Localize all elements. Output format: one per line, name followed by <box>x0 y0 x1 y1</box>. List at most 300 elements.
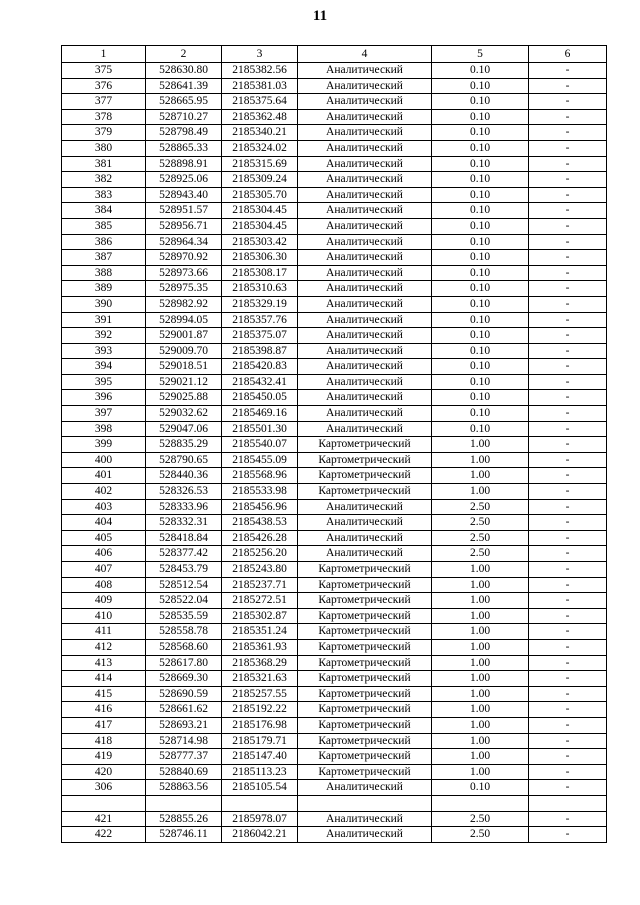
method-cell: Аналитический <box>298 312 432 328</box>
accuracy-cell: 0.10 <box>432 172 529 188</box>
method-cell: Картометрический <box>298 593 432 609</box>
y-coordinate-cell: 2185256.20 <box>222 546 298 562</box>
method-cell: Аналитический <box>298 94 432 110</box>
table-row <box>62 499 607 515</box>
table-row <box>62 172 607 188</box>
point-number-cell: 402 <box>62 484 146 500</box>
note-cell: - <box>529 702 607 718</box>
method-cell: Аналитический <box>298 172 432 188</box>
accuracy-cell <box>432 795 529 811</box>
point-number-cell: 422 <box>62 827 146 843</box>
note-cell <box>529 795 607 811</box>
table-row <box>62 452 607 468</box>
method-cell: Аналитический <box>298 328 432 344</box>
method-cell: Картометрический <box>298 484 432 500</box>
x-coordinate-cell: 528418.84 <box>146 530 222 546</box>
y-coordinate-cell: 2185357.76 <box>222 312 298 328</box>
accuracy-cell: 0.10 <box>432 234 529 250</box>
accuracy-cell: 0.10 <box>432 421 529 437</box>
point-number-cell: 378 <box>62 109 146 125</box>
note-cell: - <box>529 764 607 780</box>
note-cell: - <box>529 577 607 593</box>
point-number-cell: 397 <box>62 406 146 422</box>
y-coordinate-cell: 2185398.87 <box>222 343 298 359</box>
y-coordinate-cell: 2185176.98 <box>222 717 298 733</box>
note-cell: - <box>529 468 607 484</box>
y-coordinate-cell: 2185501.30 <box>222 421 298 437</box>
point-number-cell: 398 <box>62 421 146 437</box>
x-coordinate-cell: 528453.79 <box>146 562 222 578</box>
note-cell: - <box>529 281 607 297</box>
table-row <box>62 250 607 266</box>
y-coordinate-cell: 2185375.64 <box>222 94 298 110</box>
accuracy-cell: 1.00 <box>432 717 529 733</box>
y-coordinate-cell: 2185329.19 <box>222 296 298 312</box>
y-coordinate-cell: 2185302.87 <box>222 608 298 624</box>
table-row <box>62 312 607 328</box>
method-cell: Аналитический <box>298 374 432 390</box>
accuracy-cell: 1.00 <box>432 655 529 671</box>
method-cell: Аналитический <box>298 234 432 250</box>
accuracy-cell: 1.00 <box>432 562 529 578</box>
accuracy-cell: 1.00 <box>432 437 529 453</box>
accuracy-cell: 1.00 <box>432 484 529 500</box>
y-coordinate-cell: 2185456.96 <box>222 499 298 515</box>
y-coordinate-cell: 2185426.28 <box>222 530 298 546</box>
accuracy-cell: 0.10 <box>432 281 529 297</box>
method-cell: Аналитический <box>298 390 432 406</box>
table-row <box>62 733 607 749</box>
x-coordinate-cell: 529021.12 <box>146 374 222 390</box>
note-cell: - <box>529 172 607 188</box>
accuracy-cell: 1.00 <box>432 749 529 765</box>
accuracy-cell: 1.00 <box>432 577 529 593</box>
note-cell: - <box>529 187 607 203</box>
method-cell: Аналитический <box>298 499 432 515</box>
method-cell: Аналитический <box>298 63 432 79</box>
point-number-cell: 395 <box>62 374 146 390</box>
point-number-cell: 394 <box>62 359 146 375</box>
y-coordinate-cell: 2185438.53 <box>222 515 298 531</box>
x-coordinate-cell: 528440.36 <box>146 468 222 484</box>
method-cell: Аналитический <box>298 125 432 141</box>
x-coordinate-cell: 528377.42 <box>146 546 222 562</box>
note-cell: - <box>529 639 607 655</box>
table-row <box>62 140 607 156</box>
table-row <box>62 749 607 765</box>
accuracy-cell: 2.50 <box>432 811 529 827</box>
header-cell-3: 3 <box>222 46 298 63</box>
table-row <box>62 187 607 203</box>
y-coordinate-cell: 2185450.05 <box>222 390 298 406</box>
coordinates-table <box>61 45 607 843</box>
y-coordinate-cell: 2185324.02 <box>222 140 298 156</box>
table-row <box>62 156 607 172</box>
x-coordinate-cell: 528630.80 <box>146 63 222 79</box>
table-row <box>62 671 607 687</box>
note-cell: - <box>529 686 607 702</box>
note-cell: - <box>529 250 607 266</box>
point-number-cell: 410 <box>62 608 146 624</box>
y-coordinate-cell: 2185309.24 <box>222 172 298 188</box>
point-number-cell: 405 <box>62 530 146 546</box>
x-coordinate-cell: 528865.33 <box>146 140 222 156</box>
y-coordinate-cell: 2185368.29 <box>222 655 298 671</box>
method-cell: Картометрический <box>298 671 432 687</box>
point-number-cell: 377 <box>62 94 146 110</box>
table-row <box>62 468 607 484</box>
x-coordinate-cell: 528956.71 <box>146 218 222 234</box>
x-coordinate-cell: 528326.53 <box>146 484 222 500</box>
x-coordinate-cell: 528641.39 <box>146 78 222 94</box>
y-coordinate-cell: 2185257.55 <box>222 686 298 702</box>
x-coordinate-cell: 529025.88 <box>146 390 222 406</box>
note-cell: - <box>529 452 607 468</box>
y-coordinate-cell: 2185272.51 <box>222 593 298 609</box>
point-number-cell: 389 <box>62 281 146 297</box>
table-row <box>62 764 607 780</box>
accuracy-cell: 1.00 <box>432 639 529 655</box>
point-number-cell: 387 <box>62 250 146 266</box>
x-coordinate-cell: 528943.40 <box>146 187 222 203</box>
point-number-cell: 414 <box>62 671 146 687</box>
x-coordinate-cell: 528973.66 <box>146 265 222 281</box>
table-row <box>62 374 607 390</box>
x-coordinate-cell: 528855.26 <box>146 811 222 827</box>
note-cell: - <box>529 608 607 624</box>
x-coordinate-cell: 528777.37 <box>146 749 222 765</box>
point-number-cell: 393 <box>62 343 146 359</box>
accuracy-cell: 0.10 <box>432 187 529 203</box>
accuracy-cell: 0.10 <box>432 296 529 312</box>
table-row <box>62 608 607 624</box>
point-number-cell: 381 <box>62 156 146 172</box>
point-number-cell: 403 <box>62 499 146 515</box>
y-coordinate-cell: 2185568.96 <box>222 468 298 484</box>
method-cell <box>298 795 432 811</box>
table-row <box>62 484 607 500</box>
accuracy-cell: 1.00 <box>432 593 529 609</box>
x-coordinate-cell: 528535.59 <box>146 608 222 624</box>
table-row <box>62 78 607 94</box>
x-coordinate-cell: 529001.87 <box>146 328 222 344</box>
table-row <box>62 265 607 281</box>
method-cell: Картометрический <box>298 468 432 484</box>
y-coordinate-cell: 2185321.63 <box>222 671 298 687</box>
point-number-cell: 412 <box>62 639 146 655</box>
method-cell: Аналитический <box>298 811 432 827</box>
point-number-cell: 401 <box>62 468 146 484</box>
accuracy-cell: 1.00 <box>432 764 529 780</box>
table-row <box>62 530 607 546</box>
x-coordinate-cell: 528669.30 <box>146 671 222 687</box>
method-cell: Картометрический <box>298 437 432 453</box>
method-cell: Аналитический <box>298 780 432 796</box>
method-cell: Аналитический <box>298 218 432 234</box>
table-row <box>62 780 607 796</box>
point-number-cell: 404 <box>62 515 146 531</box>
x-coordinate-cell: 529018.51 <box>146 359 222 375</box>
header-cell-6: 6 <box>529 46 607 63</box>
accuracy-cell: 0.10 <box>432 780 529 796</box>
method-cell: Аналитический <box>298 359 432 375</box>
note-cell: - <box>529 265 607 281</box>
accuracy-cell: 1.00 <box>432 733 529 749</box>
x-coordinate-cell: 528665.95 <box>146 94 222 110</box>
y-coordinate-cell: 2185243.80 <box>222 562 298 578</box>
x-coordinate-cell: 529047.06 <box>146 421 222 437</box>
y-coordinate-cell: 2185375.07 <box>222 328 298 344</box>
table-row <box>62 811 607 827</box>
table-row <box>62 827 607 843</box>
point-number-cell: 418 <box>62 733 146 749</box>
table-row <box>62 421 607 437</box>
y-coordinate-cell: 2185105.54 <box>222 780 298 796</box>
table-row <box>62 281 607 297</box>
note-cell: - <box>529 140 607 156</box>
y-coordinate-cell: 2185351.24 <box>222 624 298 640</box>
note-cell: - <box>529 343 607 359</box>
point-number-cell: 408 <box>62 577 146 593</box>
y-coordinate-cell: 2185533.98 <box>222 484 298 500</box>
method-cell: Аналитический <box>298 265 432 281</box>
table-row <box>62 343 607 359</box>
y-coordinate-cell: 2185455.09 <box>222 452 298 468</box>
x-coordinate-cell: 528333.96 <box>146 499 222 515</box>
y-coordinate-cell: 2185432.41 <box>222 374 298 390</box>
x-coordinate-cell: 528840.69 <box>146 764 222 780</box>
point-number-cell: 379 <box>62 125 146 141</box>
note-cell: - <box>529 593 607 609</box>
accuracy-cell: 0.10 <box>432 390 529 406</box>
table-row <box>62 109 607 125</box>
method-cell: Картометрический <box>298 452 432 468</box>
point-number-cell: 306 <box>62 780 146 796</box>
x-coordinate-cell: 528790.65 <box>146 452 222 468</box>
header-cell-1: 1 <box>62 46 146 63</box>
accuracy-cell: 0.10 <box>432 78 529 94</box>
header-cell-5: 5 <box>432 46 529 63</box>
note-cell: - <box>529 218 607 234</box>
note-cell: - <box>529 156 607 172</box>
y-coordinate-cell: 2185147.40 <box>222 749 298 765</box>
y-coordinate-cell: 2185305.70 <box>222 187 298 203</box>
point-number-cell: 421 <box>62 811 146 827</box>
method-cell: Аналитический <box>298 109 432 125</box>
y-coordinate-cell: 2185362.48 <box>222 109 298 125</box>
accuracy-cell: 2.50 <box>432 546 529 562</box>
x-coordinate-cell: 528710.27 <box>146 109 222 125</box>
point-number-cell: 416 <box>62 702 146 718</box>
point-number-cell: 417 <box>62 717 146 733</box>
accuracy-cell: 0.10 <box>432 374 529 390</box>
note-cell: - <box>529 94 607 110</box>
x-coordinate-cell: 528975.35 <box>146 281 222 297</box>
table-header-row <box>62 46 607 63</box>
x-coordinate-cell: 528512.54 <box>146 577 222 593</box>
point-number-cell: 399 <box>62 437 146 453</box>
point-number-cell <box>62 795 146 811</box>
accuracy-cell: 0.10 <box>432 203 529 219</box>
x-coordinate-cell: 528863.56 <box>146 780 222 796</box>
x-coordinate-cell <box>146 795 222 811</box>
table-row <box>62 624 607 640</box>
page-number: 11 <box>312 8 328 24</box>
x-coordinate-cell: 528714.98 <box>146 733 222 749</box>
note-cell: - <box>529 484 607 500</box>
y-coordinate-cell: 2185361.93 <box>222 639 298 655</box>
y-coordinate-cell: 2186042.21 <box>222 827 298 843</box>
method-cell: Картометрический <box>298 639 432 655</box>
x-coordinate-cell: 528746.11 <box>146 827 222 843</box>
point-number-cell: 380 <box>62 140 146 156</box>
method-cell: Аналитический <box>298 546 432 562</box>
x-coordinate-cell: 529032.62 <box>146 406 222 422</box>
method-cell: Картометрический <box>298 702 432 718</box>
method-cell: Аналитический <box>298 156 432 172</box>
accuracy-cell: 1.00 <box>432 608 529 624</box>
y-coordinate-cell: 2185179.71 <box>222 733 298 749</box>
point-number-cell: 406 <box>62 546 146 562</box>
y-coordinate-cell: 2185237.71 <box>222 577 298 593</box>
x-coordinate-cell: 528951.57 <box>146 203 222 219</box>
x-coordinate-cell: 529009.70 <box>146 343 222 359</box>
method-cell: Аналитический <box>298 406 432 422</box>
accuracy-cell: 0.10 <box>432 125 529 141</box>
note-cell: - <box>529 546 607 562</box>
table-row <box>62 234 607 250</box>
method-cell: Картометрический <box>298 733 432 749</box>
table-row <box>62 406 607 422</box>
table-body <box>62 63 607 843</box>
accuracy-cell: 0.10 <box>432 312 529 328</box>
point-number-cell: 419 <box>62 749 146 765</box>
y-coordinate-cell: 2185382.56 <box>222 63 298 79</box>
note-cell: - <box>529 811 607 827</box>
method-cell: Картометрический <box>298 749 432 765</box>
note-cell: - <box>529 421 607 437</box>
method-cell: Картометрический <box>298 717 432 733</box>
method-cell: Картометрический <box>298 608 432 624</box>
note-cell: - <box>529 717 607 733</box>
accuracy-cell: 1.00 <box>432 468 529 484</box>
note-cell: - <box>529 499 607 515</box>
table-row <box>62 359 607 375</box>
point-number-cell: 386 <box>62 234 146 250</box>
table-row <box>62 63 607 79</box>
accuracy-cell: 0.10 <box>432 406 529 422</box>
note-cell: - <box>529 63 607 79</box>
y-coordinate-cell: 2185304.45 <box>222 218 298 234</box>
point-number-cell: 384 <box>62 203 146 219</box>
y-coordinate-cell: 2185304.45 <box>222 203 298 219</box>
y-coordinate-cell: 2185192.22 <box>222 702 298 718</box>
x-coordinate-cell: 528835.29 <box>146 437 222 453</box>
point-number-cell: 375 <box>62 63 146 79</box>
table-row <box>62 655 607 671</box>
table-row <box>62 702 607 718</box>
point-number-cell: 409 <box>62 593 146 609</box>
accuracy-cell: 2.50 <box>432 499 529 515</box>
y-coordinate-cell: 2185303.42 <box>222 234 298 250</box>
y-coordinate-cell: 2185113.23 <box>222 764 298 780</box>
method-cell: Аналитический <box>298 140 432 156</box>
accuracy-cell: 0.10 <box>432 343 529 359</box>
table-row <box>62 562 607 578</box>
y-coordinate-cell <box>222 795 298 811</box>
method-cell: Картометрический <box>298 577 432 593</box>
method-cell: Картометрический <box>298 655 432 671</box>
point-number-cell: 420 <box>62 764 146 780</box>
accuracy-cell: 0.10 <box>432 109 529 125</box>
accuracy-cell: 2.50 <box>432 515 529 531</box>
x-coordinate-cell: 528798.49 <box>146 125 222 141</box>
note-cell: - <box>529 296 607 312</box>
note-cell: - <box>529 78 607 94</box>
point-number-cell: 388 <box>62 265 146 281</box>
method-cell: Картометрический <box>298 764 432 780</box>
point-number-cell: 392 <box>62 328 146 344</box>
method-cell: Аналитический <box>298 343 432 359</box>
y-coordinate-cell: 2185340.21 <box>222 125 298 141</box>
accuracy-cell: 0.10 <box>432 265 529 281</box>
y-coordinate-cell: 2185308.17 <box>222 265 298 281</box>
point-number-cell: 413 <box>62 655 146 671</box>
x-coordinate-cell: 528964.34 <box>146 234 222 250</box>
table-row <box>62 593 607 609</box>
note-cell: - <box>529 234 607 250</box>
method-cell: Картометрический <box>298 686 432 702</box>
point-number-cell: 400 <box>62 452 146 468</box>
x-coordinate-cell: 528661.62 <box>146 702 222 718</box>
table-row <box>62 686 607 702</box>
y-coordinate-cell: 2185978.07 <box>222 811 298 827</box>
point-number-cell: 396 <box>62 390 146 406</box>
x-coordinate-cell: 528332.31 <box>146 515 222 531</box>
note-cell: - <box>529 374 607 390</box>
method-cell: Аналитический <box>298 530 432 546</box>
note-cell: - <box>529 530 607 546</box>
table-row <box>62 546 607 562</box>
accuracy-cell: 1.00 <box>432 671 529 687</box>
accuracy-cell: 1.00 <box>432 686 529 702</box>
accuracy-cell: 2.50 <box>432 827 529 843</box>
note-cell: - <box>529 203 607 219</box>
y-coordinate-cell: 2185315.69 <box>222 156 298 172</box>
method-cell: Аналитический <box>298 421 432 437</box>
table-row <box>62 218 607 234</box>
y-coordinate-cell: 2185310.63 <box>222 281 298 297</box>
point-number-cell: 415 <box>62 686 146 702</box>
y-coordinate-cell: 2185420.83 <box>222 359 298 375</box>
x-coordinate-cell: 528568.60 <box>146 639 222 655</box>
y-coordinate-cell: 2185381.03 <box>222 78 298 94</box>
note-cell: - <box>529 780 607 796</box>
y-coordinate-cell: 2185469.16 <box>222 406 298 422</box>
method-cell: Аналитический <box>298 515 432 531</box>
note-cell: - <box>529 515 607 531</box>
table-row <box>62 296 607 312</box>
note-cell: - <box>529 624 607 640</box>
note-cell: - <box>529 406 607 422</box>
note-cell: - <box>529 390 607 406</box>
y-coordinate-cell: 2185306.30 <box>222 250 298 266</box>
accuracy-cell: 0.10 <box>432 250 529 266</box>
accuracy-cell: 0.10 <box>432 156 529 172</box>
x-coordinate-cell: 528617.80 <box>146 655 222 671</box>
note-cell: - <box>529 359 607 375</box>
method-cell: Аналитический <box>298 296 432 312</box>
